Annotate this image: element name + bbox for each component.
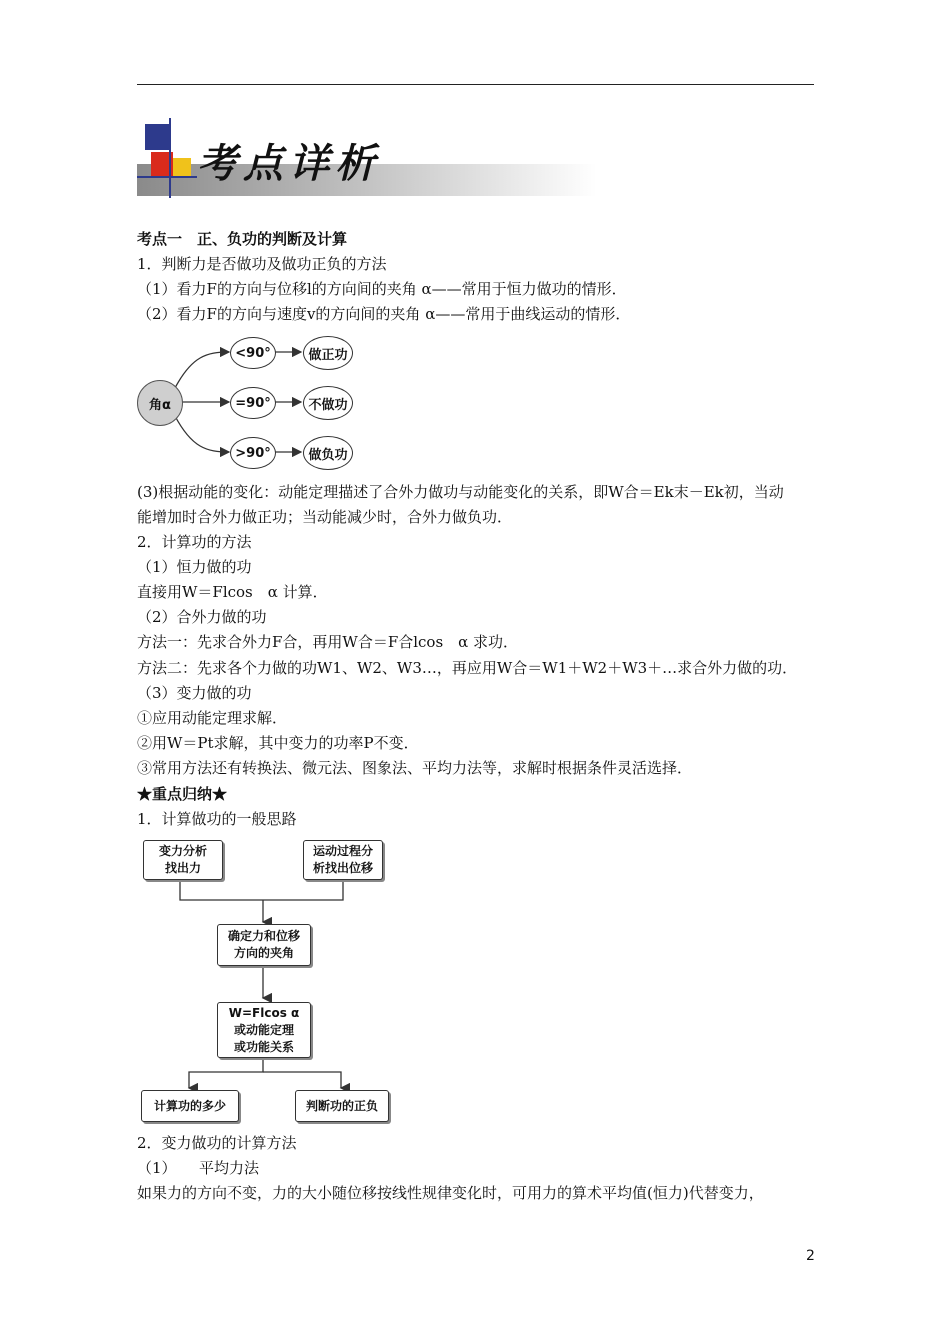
work-calculation-flowchart [137,838,397,1124]
paragraph: （1） 平均力法 [137,1159,260,1177]
paragraph: ①应用动能定理求解． [137,709,288,727]
paragraph: （2）看力F的方向与速度v的方向间的夹角 α——常用于曲线运动的情形． [137,305,631,323]
paragraph: 方法一：先求合外力F合，再用W合＝F合lcos α 求功． [137,633,519,651]
flow-connectors [137,838,397,1124]
flow-box-method [217,1002,311,1058]
header-rule [137,84,814,85]
flow-box-line: 或动能定理 [233,1022,294,1037]
banner-yellow-square [173,158,191,178]
flow-box-line: W=Flcos α [228,1005,300,1020]
paragraph: 如果力的方向不变，力的大小随位移按线性规律变化时，可用力的算术平均值(恒力)代替变力， [137,1184,764,1202]
condition-node-acute: <90° [230,337,276,369]
paragraph: ②用W＝Pt求解，其中变力的功率P不变． [137,734,419,752]
paragraph: ③常用方法还有转换法、微元法、图象法、平均力法等，求解时根据条件灵活选择． [137,759,693,777]
summary-heading: ★重点归纳★ [137,785,228,803]
flow-box-amount: 计算功的多少 [141,1090,239,1122]
banner-title: 考点详析 [197,140,381,187]
flow-box-line: 或功能关系 [233,1039,294,1054]
flow-box-line: 确定力和位移 [227,929,300,943]
flow-box-sign: 判断功的正负 [295,1090,389,1122]
result-node-zero: 不做功 [303,386,353,420]
banner-blue-square [145,124,169,150]
paragraph: （2）合外力做的功 [137,608,267,626]
paragraph: （1）恒力做的功 [137,558,252,576]
section-banner [137,118,597,198]
paragraph: 1．计算做功的一般思路 [137,810,297,828]
result-node-negative: 做负功 [303,436,353,470]
paragraph: （1）看力F的方向与位移l的方向间的夹角 α——常用于恒力做功的情形． [137,280,627,298]
flow-box-motion-analysis [303,840,383,880]
flow-box-force-analysis [143,840,223,880]
page-number: 2 [806,1248,815,1264]
section-heading: 考点一 正、负功的判断及计算 [137,230,348,248]
result-node-positive: 做正功 [303,336,353,370]
angle-node: 角α [137,380,183,426]
paragraph: （3）变力做的功 [137,684,252,702]
flow-box-line: 运动过程分 [312,844,373,858]
flow-box-angle [217,924,311,966]
paragraph: 直接用W＝Flcos α 计算． [137,583,328,601]
paragraph: 2．变力做功的计算方法 [137,1134,297,1152]
flow-box-line: 方向的夹角 [233,946,294,960]
banner-horizontal-line [137,176,197,178]
paragraph: 方法二：先求各个力做的功W1、W2、W3…，再应用W合＝W1＋W2＋W3＋…求合外力做的功． [137,659,798,677]
paragraph: 1．判断力是否做功及做功正负的方法 [137,255,387,273]
flow-box-line: 找出力 [164,861,201,875]
angle-work-diagram [137,336,367,472]
banner-vertical-line [169,118,171,198]
paragraph: (3)根据动能的变化：动能定理描述了合外力做功与动能变化的关系，即W合＝Ek末－Ek初，当动 [137,483,784,501]
paragraph: 能增加时合外力做正功；当动能减少时，合外力做负功． [137,508,513,526]
paragraph: 2．计算功的方法 [137,533,252,551]
condition-node-right: =90° [230,387,276,419]
flow-box-line: 变力分析 [158,844,207,858]
condition-node-obtuse: >90° [230,437,276,469]
flow-box-line: 析找出位移 [312,861,373,875]
